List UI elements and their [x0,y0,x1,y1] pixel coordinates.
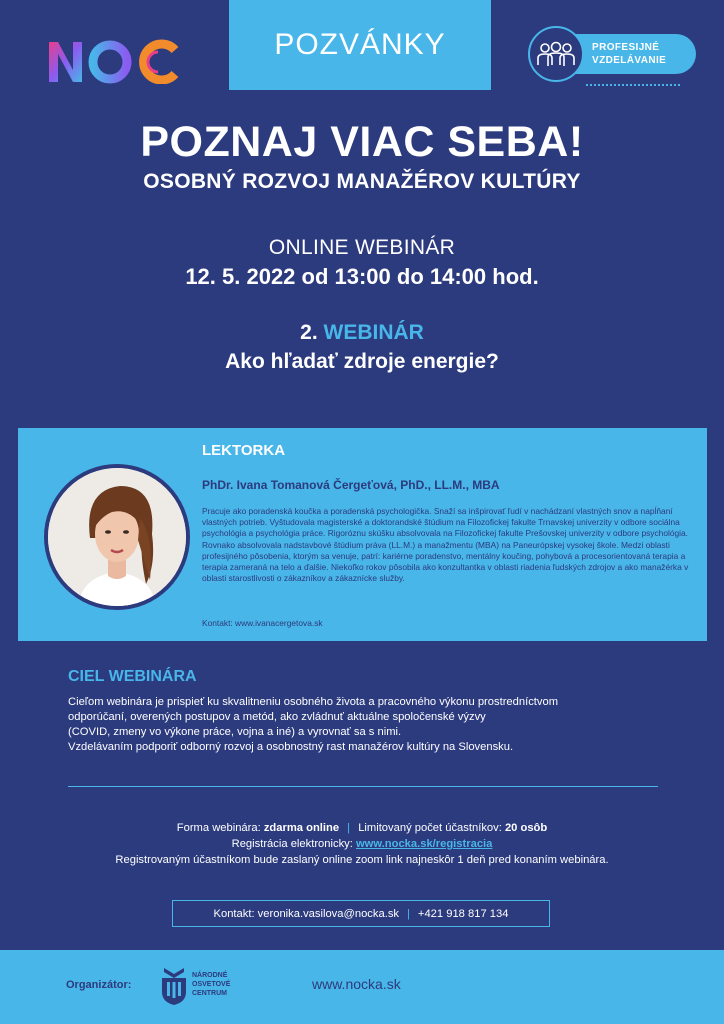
limit-label: Limitovaný počet účastníkov: [358,822,502,834]
registration-info [0,820,724,868]
goal-heading: CIEL WEBINÁRA [68,668,197,685]
ncc-line3: CENTRUM [192,990,227,997]
form-value: zdarma online [263,822,340,834]
lecturer-panel [18,428,707,641]
limit-value: 20 osôb [504,822,548,834]
invitations-tab [229,0,491,90]
contact-phone[interactable]: +421 918 817 134 [417,907,509,920]
noc-logo [46,38,182,84]
goal-line: Cieľom webinára je prispieť ku skvalitneniu osobného života a pracovného výkonu prostredníctvom [68,696,559,708]
footer-website[interactable]: www.nocka.sk [312,976,401,992]
webinar-topic: Ako hľadať zdroje energie? [225,350,499,373]
badge-line2: VZDELÁVANIE [592,55,667,66]
form-label: Forma webinára: [176,822,261,834]
professional-education-badge [528,26,698,82]
lecturer-photo [48,468,186,606]
ncc-name [192,971,230,998]
registration-line [0,836,724,852]
goal-text [68,695,668,755]
subtitle: OSOBNÝ ROZVOJ MANAŽÉROV KULTÚRY [143,170,581,193]
lecturer-name: PhDr. Ivana Tomanová Čergeťová, PhD., LL.M., MBA [202,478,500,492]
lecturer-heading: LEKTORKA [202,442,286,459]
contact-separator: | [407,907,410,920]
zoom-note: Registrovaným účastníkom bude zaslaný online zoom link najneskôr 1 deň pred konaním webinára. [115,854,609,866]
badge-line1: PROFESIJNÉ [592,42,660,53]
contact-box [172,900,550,927]
goal-line: Vzdelávaním podporiť odborný rozvoj a osobnostný rast manažérov kultúry na Slovensku. [68,741,514,753]
contact-email[interactable]: Kontakt: veronika.vasilova@nocka.sk [213,907,400,920]
people-group-icon [528,26,584,82]
info-separator: | [347,822,351,834]
webinar-number [0,321,724,345]
ncc-logo [160,966,250,1010]
main-title: POZNAJ VIAC SEBA! [140,118,584,166]
lecturer-contact[interactable]: Kontakt: www.ivanacergetova.sk [202,618,323,628]
ncc-emblem-icon [160,966,188,1006]
webinar-number-label: WEBINÁR [323,321,424,344]
goal-line: odporúčaní, overených postupov a metód, ako zvládnuť aktuálne spoločenské výzvy [68,711,486,723]
footer [0,950,724,1024]
badge-dotted-line [586,84,680,86]
goal-line: (COVID, zmeny vo výkone práce, vojna a iné) a vyrovnať sa s nimi. [68,726,402,738]
registration-link[interactable]: www.nocka.sk/registracia [355,838,493,850]
webinar-type: ONLINE WEBINÁR [268,236,456,259]
organizer-label: Organizátor: [66,979,132,991]
ncc-line1: NÁRODNÉ [192,972,228,979]
lecturer-bio: Pracuje ako poradenská koučka a poradenská psychologička. Snaží sa inšpirovať ľudí v nachádzaní vlastných snov a napĺňaní vlastných potrieb. Vyštudovala magisterské a doktorandské štúdium na Filozofickej fakulte Trnavskej univerzity v odbore sociálna psychológia a psychológia práce. Rigoróznu skúšku absolvovala na Filozofickej fakulte Prešovskej univerzity v odbore psychológia. Rovnako absolvovala nadstavbové štúdium práva (LL.M.) a manažmentu (MBA) na Paneurópskej vysokej škole. Medzi oblasti profesijného pôsobenia, ktorým sa venuje, patrí: kariérne poradenstvo, mentálny koučing, pohybová a procesorientovaná terapia a terapia zameraná na telo a ďalšie. Niekoľko rokov pôsobila ako konzultantka v oblasti riadenia ľudských zdrojov a ako manažérka v oblasti starostlivosti o zákazníkov a zákaznícke služby. [202,506,689,584]
divider [68,786,658,787]
lecturer-photo-frame [44,464,190,610]
form-and-limit-line [0,820,724,836]
ncc-line2: OSVETOVÉ [192,981,231,988]
webinar-date: 12. 5. 2022 od 13:00 do 14:00 hod. [185,264,539,289]
webinar-number-value: 2. [300,321,318,344]
invitations-tab-label: POZVÁNKY [274,28,446,61]
registration-label: Registrácia elektronicky: [231,838,353,850]
